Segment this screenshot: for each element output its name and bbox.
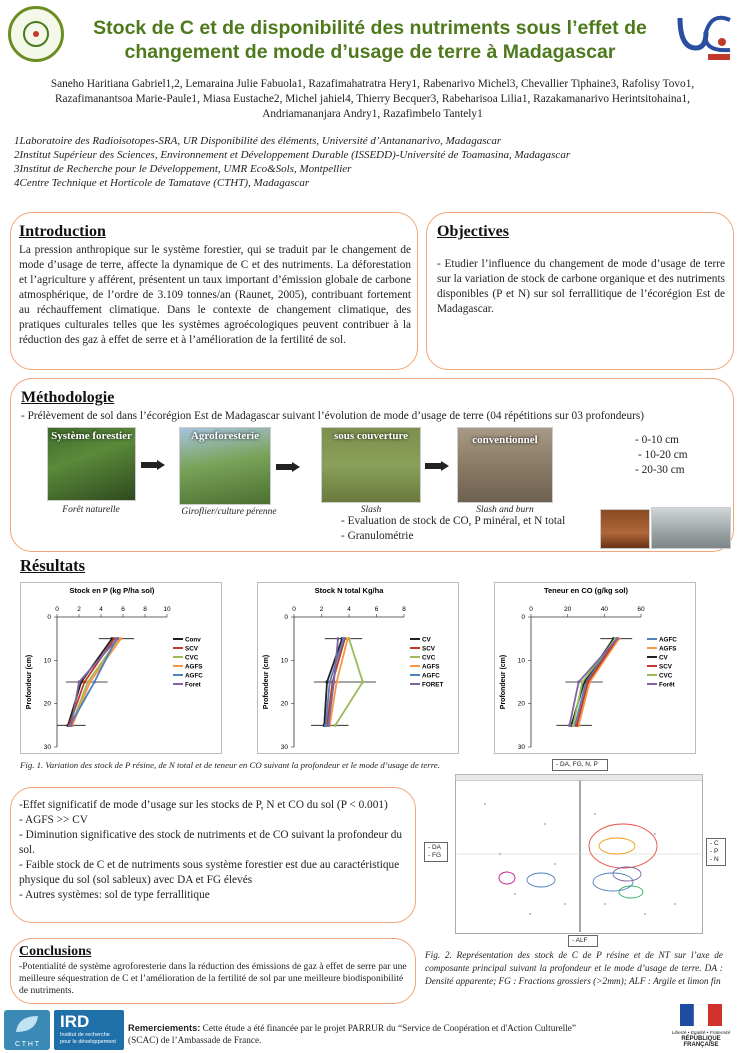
depth-item: - 0-10 cm	[635, 434, 679, 446]
finding-item: -Effet significatif de mode d’usage sur les stocks de P, N et CO du sol (P < 0.001)	[19, 799, 388, 811]
data-point	[327, 724, 330, 727]
depth-list	[635, 433, 688, 478]
photo-cover-label: sous couverture	[333, 430, 409, 442]
authors-line-2: Razafimanantsoa Marie-Paule1, Miasa Eustache2, Michel jahiel4, Thierry Becquer3, Rabeharisoa Lilia1, Razakamanarivo Herintsitohaina1,	[54, 93, 690, 105]
legend-label: CVC	[422, 654, 436, 662]
arrow-right-icon	[141, 460, 165, 470]
legend-label: CVC	[185, 654, 199, 662]
y-tick-label: 0	[284, 614, 288, 621]
findings-list	[19, 798, 409, 903]
conclusions-box	[10, 938, 416, 1004]
y-tick-label: 20	[517, 700, 525, 708]
pca-biplot	[455, 774, 703, 934]
pca-label-top: - DA, FG, N, P	[552, 759, 608, 771]
y-tick-label: 0	[521, 614, 525, 621]
methodology-intro: - Prélèvement de sol dans l’écorégion Est de Madagascar suivant l’évolution de mode d’usage de terre (04 répétitions sur 03 profondeurs)	[21, 410, 645, 422]
photo-conventional-caption: Slash and burn	[476, 505, 534, 515]
data-point	[581, 680, 584, 683]
data-point	[325, 680, 328, 683]
ird-logo	[54, 1010, 124, 1050]
legend-label: AGFC	[185, 672, 203, 680]
depth-item: - 10-20 cm	[638, 449, 688, 461]
conclusions-title: Conclusions	[19, 944, 92, 959]
x-tick-label: 4	[347, 606, 351, 613]
objectives-title: Objectives	[437, 223, 509, 240]
y-tick-label: 20	[43, 700, 51, 708]
analysis-list	[341, 514, 565, 544]
x-tick-label: 60	[637, 606, 645, 613]
title-line-2: changement de mode d’usage de terre à Madagascar	[124, 41, 616, 63]
data-point	[93, 680, 96, 683]
analysis-item: - Evaluation de stock de CO, P minéral, et N total	[341, 515, 566, 527]
affiliations	[14, 134, 734, 190]
data-point	[616, 637, 619, 640]
affiliation-4: 4Centre Technique et Horticole de Tamatave (CTHT), Madagascar	[14, 177, 310, 189]
analysis-item: - Granulométrie	[341, 530, 414, 542]
data-point	[335, 680, 338, 683]
photo-cover-crop	[321, 427, 421, 503]
data-point	[324, 724, 327, 727]
introduction-text: La pression anthropique sur le système forestier, qui se traduit par le changement de mode d’usage de terre, affecte la dynamique de C et des nutriments. La déforestation et l’agriculture y afférent, présentent un taux important d’émission globale de carbone atmosphérique, de l’ordre de 3.109 tonnes/an (Raunet, 2005), contribuant fortement au réchauffement climatique. Dans le contexte de changement climatique, des pratiques culturales telles que les systèmes agroécologiques peuvent contribuer à la réduction des gaz à effet de serre et à l’amélioration de la fertilité de sol.	[19, 244, 411, 346]
data-point	[88, 680, 91, 683]
data-point	[575, 724, 578, 727]
legend-label: Conv	[185, 636, 201, 644]
pca-label-right: - C - P - N	[706, 838, 726, 866]
objectives-box	[426, 212, 734, 370]
data-point	[77, 680, 80, 683]
data-point	[328, 680, 331, 683]
y-tick-label: 30	[43, 744, 51, 751]
objectives-text: - Etudier l’influence du changement de mode d’usage de terre sur la variation de stock de carbone organique et des nutriments disponibles (P et N) sur sol ferrallitique de l’écorégion Est de Madagascar.	[437, 258, 725, 315]
depth-item: - 20-30 cm	[635, 464, 685, 476]
data-point	[572, 724, 575, 727]
republique-francaise-logo	[666, 1004, 736, 1050]
photo-forest-caption: Forêt naturelle	[62, 505, 120, 515]
legend-label: Forêt	[659, 681, 675, 689]
data-point	[346, 637, 349, 640]
acknowledgements-text: Cette étude a été financée par le projet PARRUR du “Service de Coopération et d'Action Culturelle” (SCAC) de l’Ambassade de France.	[128, 1024, 577, 1046]
ctht-logo	[4, 1010, 50, 1050]
x-tick-label: 10	[163, 606, 171, 613]
chart-nitrogen-svg	[258, 583, 458, 753]
x-tick-label: 2	[77, 606, 81, 613]
affiliation-3: 3Institut de Recherche pour le Développement, UMR Eco&Sols, Montpellier	[14, 163, 352, 175]
legend-label: AGFS	[659, 645, 677, 653]
legend-label: AGFS	[422, 663, 440, 671]
photo-conventional-label: conventionnel	[472, 434, 538, 446]
legend-label: Foret	[185, 681, 201, 689]
acknowledgements	[128, 1022, 608, 1047]
photo-agroforestry	[179, 427, 271, 505]
laboratory-logo	[8, 6, 64, 62]
finding-item: - Faible stock de C et de nutriments sous système forestier est due au caractéristique physique du sol (sol sableux) avec DA et FG élevés	[19, 859, 400, 886]
legend-label: SCV	[659, 663, 672, 671]
legend-label: AGFS	[185, 663, 203, 671]
data-point	[70, 724, 73, 727]
x-tick-label: 40	[600, 606, 608, 613]
figure2-caption: Fig. 2. Représentation des stock de C de P résine et de NT sur l’axe de composante principal suivant la profondeur et le mode d’usage de terre. DA : Densité apparente; FG : Fractions grossiers (>2mm); ALF : Argile et limon fin	[425, 951, 723, 987]
finding-item: - Diminution significative des stock de nutriments et de CO suivant la profondeur du sol.	[19, 829, 403, 856]
y-tick-label: 10	[280, 657, 288, 665]
x-tick-label: 2	[319, 606, 324, 613]
data-point	[586, 680, 589, 683]
rf-name: RÉPUBLIQUE FRANÇAISE	[681, 1036, 721, 1048]
affiliation-2: 2Institut Supérieur des Sciences, Environnement et Développement Durable (ISSEDD)-Université de Toamasina, Madagascar	[14, 149, 571, 161]
ctht-logo-text: C T H T	[14, 1041, 40, 1048]
photo-conventional	[457, 427, 553, 503]
legend-label: AGFC	[659, 636, 677, 644]
photo-cover-caption: Slash	[360, 505, 382, 515]
finding-item: - AGFS >> CV	[19, 814, 88, 826]
photo-soil-samples	[651, 507, 731, 549]
data-point	[119, 637, 122, 640]
arrow-right-icon	[276, 462, 300, 472]
legend-label: CV	[659, 654, 668, 662]
y-tick-label: 20	[280, 700, 288, 708]
legend-label: FORET	[422, 681, 444, 689]
x-tick-label: 8	[402, 606, 406, 613]
arrow-right-icon	[425, 461, 449, 471]
affiliation-1: 1Laboratoire des Radioisotopes-SRA, UR Disponibilité des éléments, Université d’Antananarivo, Madagascar	[14, 135, 502, 147]
legend-label: AGFC	[422, 672, 440, 680]
introduction-title: Introduction	[19, 223, 106, 240]
photo-soil-profile	[600, 509, 650, 549]
y-tick-label: 0	[47, 614, 51, 621]
author-list	[10, 77, 735, 122]
legend-label: SCV	[422, 645, 435, 653]
marianne-icon	[666, 1004, 736, 1026]
chart-title: Stock N total Kg/ha	[314, 586, 384, 595]
chart-title: Teneur en CO (g/kg sol)	[543, 586, 629, 595]
y-tick-label: 30	[517, 744, 525, 751]
leaf-icon	[4, 1010, 50, 1038]
authors-line-1: Saneho Haritiana Gabriel1,2, Lemaraina Julie Fabuola1, Razafimahatratra Hery1, Rabenarivo Michel3, Chevallier Tiphaine3, Rafolisy Tovo1,	[50, 78, 695, 90]
data-point	[577, 680, 580, 683]
y-axis-label: Profondeur (cm)	[26, 654, 33, 710]
data-point	[336, 637, 339, 640]
photo-forest-system	[47, 427, 136, 501]
chart-carbon	[494, 582, 696, 754]
poster-title	[70, 16, 670, 64]
finding-item: - Autres systèmes: sol de type ferrallitique	[19, 889, 210, 901]
photo-forest-label: Système forestier	[51, 430, 132, 442]
data-point	[361, 680, 364, 683]
ird-logo-subtitle: Institut de recherche pour le développement	[60, 1032, 116, 1045]
legend-label: CVC	[659, 672, 673, 680]
chart-phosphorus-svg	[21, 583, 221, 753]
data-point	[83, 680, 86, 683]
ird-logo-text: IRD	[60, 1012, 90, 1031]
legend-label: SCV	[185, 645, 198, 653]
x-tick-label: 0	[55, 606, 59, 613]
chart-phosphorus	[20, 582, 222, 754]
conclusions-text: -Potentialité de système agroforesterie dans la réduction des émissions de gaz à effet de serre par une meilleure séquestration de C et l’amélioration de la fertilité de sol par une meilleure biodisponibilité de nutriments.	[19, 961, 407, 996]
rf-motto: Liberté • Égalité • Fraternité	[671, 1031, 731, 1036]
x-tick-label: 6	[121, 606, 125, 613]
legend-label: CV	[422, 636, 431, 644]
figure1-caption: Fig. 1. Variation des stock de P résine, de N total et de teneur en CO suivant la profondeur et le mode d’usage de terre.	[20, 760, 440, 770]
data-point	[568, 724, 571, 727]
findings-box	[10, 787, 416, 923]
authors-line-3: Andriamananjara Andry1, Razafimbelo Tantely1	[262, 108, 483, 120]
x-tick-label: 8	[143, 606, 147, 613]
photo-agroforestry-label: Agroforesterie	[190, 430, 259, 442]
methodology-title: Méthodologie	[21, 389, 115, 406]
data-point	[334, 724, 337, 727]
y-tick-label: 10	[43, 657, 51, 665]
chart-nitrogen	[257, 582, 459, 754]
x-tick-label: 4	[99, 606, 103, 613]
data-point	[342, 637, 345, 640]
acknowledgements-label: Remerciements:	[128, 1023, 201, 1033]
university-logo	[672, 8, 738, 66]
data-point	[116, 637, 119, 640]
data-point	[332, 680, 335, 683]
title-line-1: Stock de C et de disponibilité des nutriments sous l’effet de	[93, 17, 647, 39]
x-tick-label: 0	[292, 606, 296, 613]
y-tick-label: 10	[517, 657, 525, 665]
x-tick-label: 20	[564, 606, 572, 613]
x-tick-label: 6	[374, 606, 379, 613]
introduction-box	[10, 212, 418, 370]
pca-label-bottom: - ALF	[568, 935, 598, 947]
y-tick-label: 30	[280, 744, 288, 751]
chart-title: Stock en P (kg P/ha sol)	[69, 586, 155, 595]
y-axis-label: Profondeur (cm)	[500, 654, 507, 710]
methodology-box	[10, 378, 734, 552]
results-title: Résultats	[20, 556, 86, 575]
pca-label-left: - DA - FG	[424, 842, 448, 862]
x-tick-label: 0	[529, 606, 533, 613]
photo-agroforestry-caption: Giroflier/culture pérenne	[181, 507, 277, 517]
y-axis-label: Profondeur (cm)	[263, 654, 270, 710]
chart-carbon-svg	[495, 583, 695, 753]
